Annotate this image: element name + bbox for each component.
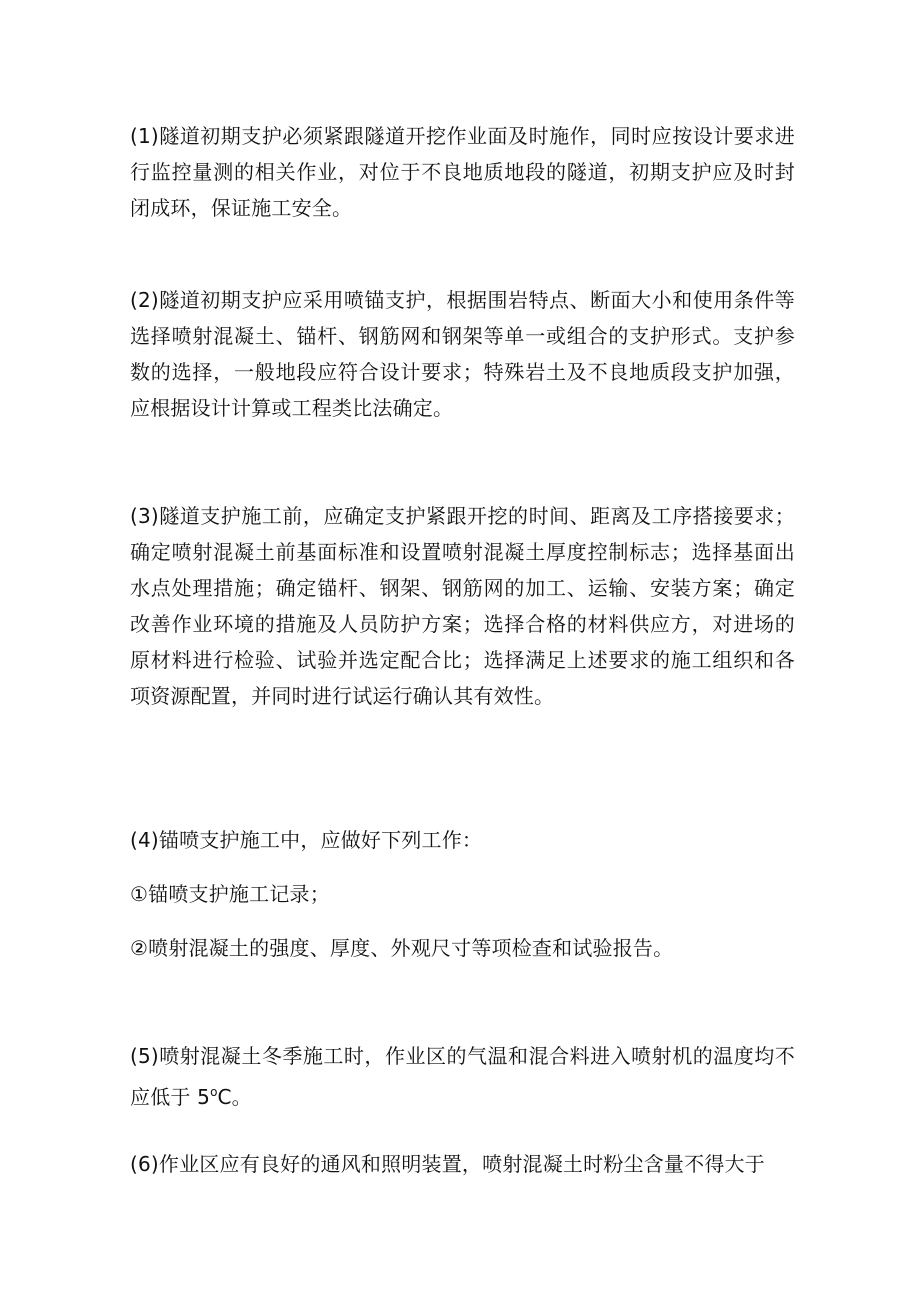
paragraph-1: (1)隧道初期支护必须紧跟隧道开挖作业面及时施作，同时应按设计要求进行监控量测的相关作业，对位于不良地质地段的隧道，初期支护应及时封闭成环，保证施工安全。 <box>130 124 795 220</box>
paragraph-5-unit: C。 <box>217 1085 252 1109</box>
paragraph-2: (2)隧道初期支护应采用喷锚支护，根据围岩特点、断面大小和使用条件等选择喷射混凝土、锚杆、钢筋网和钢架等单一或组合的支护形式。支护参数的选择，一般地段应符合设计要求；特殊岩土及不良地质段支护加强，应根据设计计算或工程类比法确定。 <box>130 288 795 420</box>
list-item-2: ②喷射混凝土的强度、厚度、外观尺寸等项检查和试验报告。 <box>130 936 674 960</box>
degree-symbol: o <box>210 1085 218 1099</box>
paragraph-3: (3)隧道支护施工前，应确定支护紧跟开挖的时间、距离及工序搭接要求；确定喷射混凝土前基面标准和设置喷射混凝土厚度控制标志；选择基面出水点处理措施；确定锚杆、钢架、钢筋网的加工、运输、安装方案；确定改善作业环境的措施及人员防护方案；选择合格的材料供应方，对进场的原材料进行检验、试验并选定配合比；选择满足上述要求的施工组织和各项资源配置，并同时进行试运行确认其有效性。 <box>130 504 795 708</box>
paragraph-6: (6)作业区应有良好的通风和照明装置，喷射混凝土时粉尘含量不得大于 <box>130 1152 765 1176</box>
list-item-1: ①锚喷支护施工记录； <box>130 882 330 906</box>
paragraph-5 <box>130 1038 795 1115</box>
paragraph-4: (4)锚喷支护施工中，应做好下列工作： <box>130 828 483 852</box>
paragraph-5-text: (5)喷射混凝土冬季施工时，作业区的气温和混合料进入喷射机的温度均不应低于 5 <box>130 1044 795 1109</box>
